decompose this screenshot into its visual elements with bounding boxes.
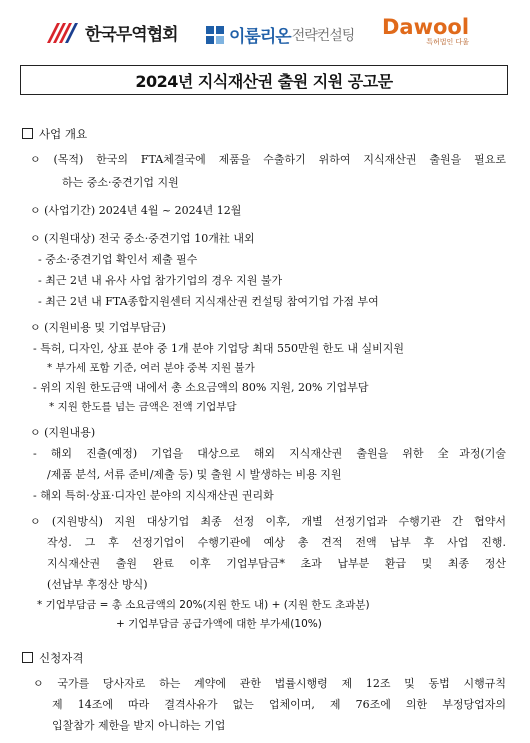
target-item-2: - 최근 2년 내 유사 사업 참가기업의 경우 지원 불가 <box>38 274 283 287</box>
kita-logo <box>45 20 178 45</box>
cost-note-1: * 부가세 포함 기준, 여러 분야 중복 지원 불가 <box>47 362 255 374</box>
eligibility-line-1: ㅇ 국가를 당사자로 하는 계약에 관한 법률시행령 제 12조 및 동법 시행규칙 <box>33 677 506 690</box>
checkbox-square-icon <box>22 128 33 139</box>
bullet-method: ㅇ (지원방식) 지원 대상기업 최종 선정 이후, 개별 선정기업과 수행기관 간 협약서 <box>30 515 506 528</box>
section-heading-eligibility: 신청자격 <box>22 650 83 666</box>
logo-bar <box>0 0 530 56</box>
content-item-1-cont: /제품 분석, 서류 준비/제출 등) 및 출원 시 발생하는 비용 지원 <box>47 468 342 481</box>
eligibility-line-3: 입찰참가 제한을 받지 아니하는 기업 <box>52 719 226 732</box>
target-item-1: - 중소·중견기업 확인서 제출 필수 <box>38 253 198 266</box>
method-cont-2: 지식재산권 출원 완료 이후 기업부담금* 초과 납부분 환급 및 최종 정산 <box>47 557 506 570</box>
eligibility-line-2: 제 14조에 따라 결격사유가 없는 업체이며, 제 76조에 의한 부정당업자의 <box>52 698 506 711</box>
erumlion-logo-name: 이룸리온 <box>229 27 291 47</box>
kita-logo-text: 한국무역협회 <box>85 25 178 45</box>
checkbox-square-icon <box>22 652 33 663</box>
dawool-logo-name: Dawool <box>382 15 470 39</box>
method-cont-1: 작성. 그 후 선정기업이 수행기관에 예상 총 견적 전액 납부 후 사업 진행. <box>47 536 506 549</box>
erumlion-logo-icon <box>205 25 225 45</box>
method-note-2: + 기업부담금 공급가액에 대한 부가세(10%) <box>116 618 322 630</box>
method-cont-3: (선납부 후정산 방식) <box>47 578 148 591</box>
cost-item-2: - 위의 지원 한도금액 내에서 총 소요금액의 80% 지원, 20% 기업부담 <box>33 381 369 394</box>
bullet-purpose: ㅇ (목적) 한국의 FTA체결국에 제품을 수출하기 위하여 지식재산권 출원을 필요로 <box>30 153 506 166</box>
title-box <box>20 65 508 95</box>
cost-item-1: - 특허, 디자인, 상표 분야 중 1개 분야 기업당 최대 550만원 한도 내 실비지원 <box>33 342 405 355</box>
erumlion-logo-suffix: 전략컨설팅 <box>291 27 355 44</box>
erumlion-logo <box>205 22 354 47</box>
bullet-period: ㅇ (사업기간) 2024년 4월 ~ 2024년 12월 <box>30 204 242 217</box>
bullet-content: ㅇ (지원내용) <box>30 426 96 439</box>
page-title: 2024년 지식재산권 출원 지원 공고문 <box>135 71 393 91</box>
bullet-cost: ㅇ (지원비용 및 기업부담금) <box>30 321 166 334</box>
bullet-purpose-cont: 하는 중소·중견기업 지원 <box>62 176 179 189</box>
bullet-target: ㅇ (지원대상) 전국 중소·중견기업 10개社 내외 <box>30 232 255 245</box>
kita-logo-icon <box>45 21 79 45</box>
cost-note-2: * 지원 한도를 넘는 금액은 전액 기업부담 <box>49 401 237 413</box>
content-item-1: - 해외 진출(예정) 기업을 대상으로 해외 지식재산권 출원을 위한 全과정(기술 <box>33 447 506 460</box>
target-item-3: - 최근 2년 내 FTA종합지원센터 지식재산권 컨설팅 참여기업 가점 부여 <box>38 295 379 308</box>
method-note-1: * 기업부담금 = 총 소요금액의 20%(지원 한도 내) + (지원 한도 초과분) <box>37 599 370 611</box>
dawool-logo-sub: 특허법인 다울 <box>426 38 470 46</box>
section-heading-overview: 사업 개요 <box>22 126 87 142</box>
content-item-2: - 해외 특허·상표·디자인 분야의 지식재산권 권리화 <box>33 489 274 502</box>
dawool-logo <box>382 16 469 47</box>
